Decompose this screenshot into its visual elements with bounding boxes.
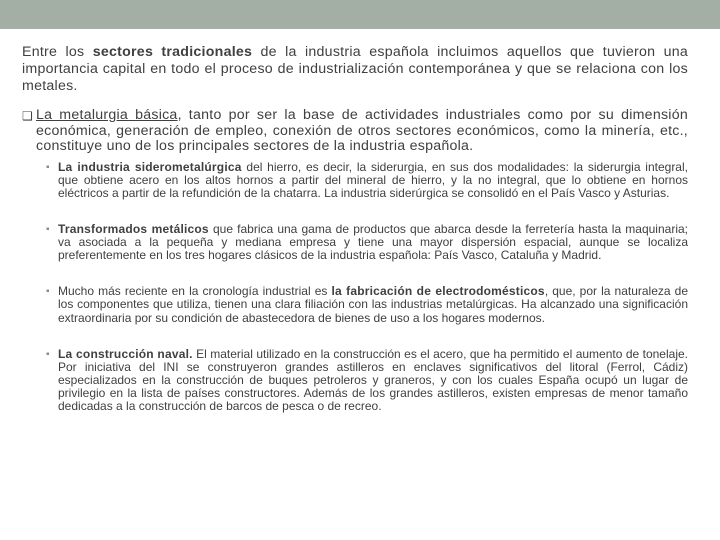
- bullet-dot-icon: ▪: [46, 286, 50, 298]
- intro-text-start: Entre los: [22, 44, 93, 60]
- sub-item-bold: Transformados metálicos: [58, 222, 209, 237]
- sub-item-text: que fabrica una gama de productos que abarca desde la ferretería hasta la maquinaria; va asociada a la pequeña y mediana empresa y tiene una mayor dispersión espacial, aunque se localiza preferentemente en los tres hogares clásicos de la industria española: País Vasco, Cataluña y Madrid.: [58, 222, 688, 263]
- intro-text-end: de la industria española incluimos aquellos que tuvieron una importancia capital en todo el proceso de industrialización contemporánea y que se relaciona con los metales.: [22, 44, 689, 94]
- sub-bullet-item: [22, 285, 688, 324]
- slide-body: [22, 44, 688, 436]
- sub-bullet-item: [22, 223, 688, 262]
- title-bar: [0, 0, 720, 29]
- bullet-dot-icon: ▪: [46, 348, 50, 360]
- bullet-dot-icon: ▪: [46, 224, 50, 236]
- sub-item-text: del hierro, es decir, la siderurgia, en sus dos modalidades: la siderurgia integral, que obtiene acero en los altos hornos a partir del mineral de hierro, y la no integral, que lo obtiene en hornos eléctricos a partir de la refundición de la chatarra. La industria siderúrgica se consolidó en el País Vasco y Asturias.: [58, 159, 688, 200]
- bullet-dot-icon: ▪: [46, 161, 50, 173]
- main-bullet: [22, 108, 688, 155]
- sub-item-bold: La construcción naval.: [58, 346, 193, 361]
- checkbox-bullet-icon: ❑: [22, 109, 34, 123]
- intro-paragraph: [22, 44, 688, 95]
- sub-item-bold: la fabricación de electrodomésticos: [331, 284, 545, 299]
- main-bullet-text: , tanto por ser la base de actividades industriales como por su dimensión económica, generación de empleo, conexión de otros sectores económicos, como la minería, etc., constituye uno de los principales sectores de la industria española.: [36, 107, 688, 155]
- sub-item-text: El material utilizado en la construcción es el acero, que ha permitido el aumento de tonelaje. Por iniciativa del INI se construyeron grandes astilleros en enclaves significativos del litoral (Ferrol, Cádiz) especializados en la construcción de buques petroleros y graneros, y con los cuales España ocupó un lugar de privilegio en la lista de países constructores. Además de los grandes astilleros, existen empresas de menor tamaño dedicadas a la construcción de barcos de pesca o de recreo.: [58, 346, 688, 413]
- main-bullet-heading: La metalurgia básica: [36, 107, 178, 123]
- sub-item-bold: La industria siderometalúrgica: [58, 159, 242, 174]
- sub-bullet-list: [22, 161, 688, 413]
- intro-bold-term: sectores tradicionales: [92, 44, 253, 60]
- sub-item-text: , que, por la naturaleza de los componentes que utiliza, tienen una clara filiación con las industrias metalúrgicas. Ha alcanzado una significación extraordinaria por su condición de abastecedora de bienes de uso a los hogares modernos.: [58, 284, 688, 325]
- sub-bullet-item: [22, 348, 688, 413]
- sub-bullet-item: [22, 161, 688, 200]
- sub-item-lead: Mucho más reciente en la cronología industrial es: [58, 284, 332, 299]
